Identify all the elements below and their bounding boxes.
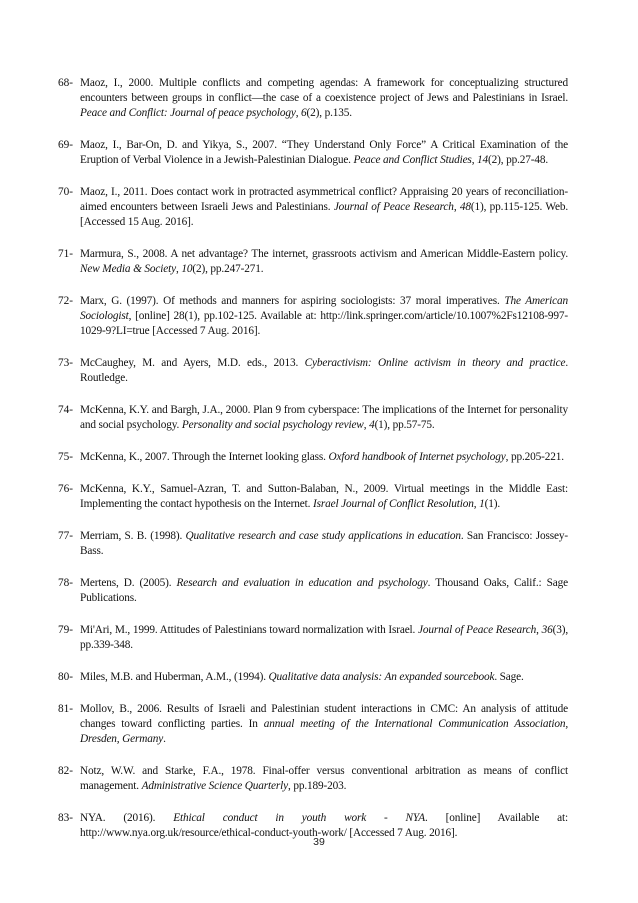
reference-item [58,247,568,277]
reference-segment: . Sage. [494,671,524,683]
reference-item [58,138,568,168]
reference-text [80,76,568,121]
reference-italic-segment: Cyberactivism: Online activism in theory and practice [304,357,566,369]
reference-italic-segment: Oxford handbook of Internet psychology [328,451,506,463]
reference-segment: Miles, M.B. and Huberman, A.M., (1994). [80,671,269,683]
reference-italic-segment: The American Sociologist [80,295,568,322]
reference-item [58,576,568,606]
reference-italic-segment: annual meeting of the International Communication Association, Dresden, Germany [80,718,568,745]
reference-number: 77- [58,530,74,542]
reference-list [58,76,568,858]
reference-segment: Maoz, I., Bar-On, D. and Yikya, S., 2007. “They Understand Only Force” A Critical Examination of the Eruption of Verbal Violence in a Jewish-Palestinian Dialogue. [80,139,568,166]
reference-segment: Merriam, S. B. (1998). [80,530,186,542]
reference-number: 72- [58,295,74,307]
reference-italic-segment: Qualitative data analysis: An expanded sourcebook [268,671,495,683]
reference-text [80,623,568,653]
reference-text [80,247,568,277]
reference-segment: , [363,419,370,431]
reference-text [80,185,568,230]
reference-item [58,482,568,512]
reference-number: 79- [58,624,74,636]
reference-segment: (3), pp.339-348. [80,624,569,651]
reference-item [58,403,568,433]
reference-italic-segment: 48 [459,201,471,213]
reference-segment: Mi'Ari, M., 1999. Attitudes of Palestinians toward normalization with Israel. [80,624,418,636]
reference-text [80,294,568,339]
reference-segment: Mertens, D. (2005). [80,577,177,589]
reference-segment: Notz, W.W. and Starke, F.A., 1978. Final-offer versus conventional arbitration as means of conflict management. [80,765,568,792]
reference-number: 71- [58,248,74,260]
reference-number: 70- [58,186,74,198]
reference-text [80,450,568,465]
reference-item [58,450,568,465]
reference-italic-segment: 14 [477,154,489,166]
reference-segment: , [175,263,182,275]
reference-number: 78- [58,577,74,589]
reference-segment: , [online] 28(1), pp.102-125. Available at: http://link.springer.com/article/10.1007%2Fs12108-997-1029-9?LI=true [Accessed 7 Aug. 2016]. [80,310,568,337]
reference-number: 76- [58,483,74,495]
reference-italic-segment: Administrative Science Quarterly [141,780,288,792]
reference-italic-segment: New Media & Society [80,263,176,275]
reference-text [80,702,568,747]
reference-segment: , pp.189-203. [288,780,347,792]
reference-text [80,482,568,512]
reference-segment: . [163,733,166,745]
reference-number: 74- [58,404,74,416]
reference-item [58,529,568,559]
reference-item [58,670,568,685]
reference-text [80,670,568,685]
reference-italic-segment: 4 [369,419,375,431]
reference-italic-segment: Peace and Conflict Studies [353,154,472,166]
reference-item [58,702,568,747]
reference-item [58,185,568,230]
reference-italic-segment: Journal of Peace Research [418,624,537,636]
reference-segment: Marmura, S., 2008. A net advantage? The internet, grassroots activism and American Middle-Eastern policy. [80,248,568,260]
reference-segment: (1), pp.115-125. Web. [Accessed 15 Aug. 2016]. [80,201,569,228]
reference-item [58,76,568,121]
reference-number: 73- [58,357,74,369]
page-number: 39 [313,836,325,848]
reference-segment: McKenna, K., 2007. Through the Internet looking glass. [80,451,329,463]
reference-italic-segment: Ethical conduct in youth work - NYA [173,812,426,824]
reference-number: 83- [58,812,74,824]
reference-number: 81- [58,703,74,715]
reference-italic-segment: 36 [541,624,553,636]
reference-segment: McKenna, K.Y., Samuel-Azran, T. and Sutton-Balaban, N., 2009. Virtual meetings in the Middle East: Implementing the contact hypothesis on the Internet. [80,483,568,510]
reference-segment: Maoz, I., 2000. Multiple conflicts and competing agendas: A framework for conceptualizing structured encounters between groups in conflict—the case of a coexistence project of Jews and Palestinians in Israel. [80,77,568,104]
reference-segment: , [536,624,542,636]
reference-segment: . Routledge. [80,357,568,384]
reference-italic-segment: Israel Journal of Conflict Resolution [313,498,474,510]
reference-segment: (2), pp.247-271. [192,263,264,275]
reference-text [80,764,568,794]
reference-segment: . [online] Available at: http://www.nya.org.uk/resource/ethical-conduct-youth-work/ [Accessed 7 Aug. 2016]. [80,812,569,839]
reference-segment: McKenna, K.Y. and Bargh, J.A., 2000. Plan 9 from cyberspace: The implications of the Internet for personality and social psychology. [80,404,568,431]
reference-segment: , pp.205-221. [505,451,564,463]
reference-segment: . Thousand Oaks, Calif.: Sage Publications. [80,577,568,604]
reference-item [58,623,568,653]
reference-number: 68- [58,77,74,89]
reference-italic-segment: Qualitative research and case study applications in education [185,530,461,542]
reference-text [80,356,568,386]
reference-segment: Mollov, B., 2006. Results of Israeli and Palestinian student interactions in CMC: An analysis of attitude changes toward conflicting parties. In [80,703,568,730]
reference-segment: Marx, G. (1997). Of methods and manners for aspiring sociologists: 37 moral imperatives. [80,295,505,307]
reference-italic-segment: Research and evaluation in education and psychology [176,577,428,589]
reference-number: 69- [58,139,74,151]
reference-number: 82- [58,765,74,777]
reference-segment: McCaughey, M. and Ayers, M.D. eds., 2013. [80,357,305,369]
reference-item [58,294,568,339]
reference-item [58,764,568,794]
reference-item [58,356,568,386]
reference-italic-segment: Personality and social psychology review [181,419,364,431]
reference-segment: (2), p.135. [306,107,352,119]
reference-segment: Maoz, I., 2011. Does contact work in protracted asymmetrical conflict? Appraising 20 years of reconciliation-aimed encounters between Israeli Jews and Palestinians. [80,186,568,213]
reference-text [80,138,568,168]
reference-segment: , [471,154,478,166]
reference-text [80,529,568,559]
reference-italic-segment: 6 [301,107,307,119]
reference-segment: , [453,201,460,213]
reference-text [80,403,568,433]
reference-italic-segment: Peace and Conflict: Journal of peace psychology [80,107,296,119]
reference-segment: , [295,107,302,119]
reference-text [80,576,568,606]
reference-segment: , [473,498,480,510]
reference-number: 75- [58,451,74,463]
reference-segment: NYA. (2016). [80,812,174,824]
reference-segment: (2), pp.27-48. [488,154,549,166]
reference-italic-segment: Journal of Peace Research [333,201,454,213]
reference-segment: (1), pp.57-75. [374,419,435,431]
reference-number: 80- [58,671,74,683]
reference-segment: . San Francisco: Jossey-Bass. [80,530,568,557]
reference-italic-segment: 1 [479,498,485,510]
reference-segment: (1). [484,498,501,510]
reference-italic-segment: 10 [181,263,193,275]
